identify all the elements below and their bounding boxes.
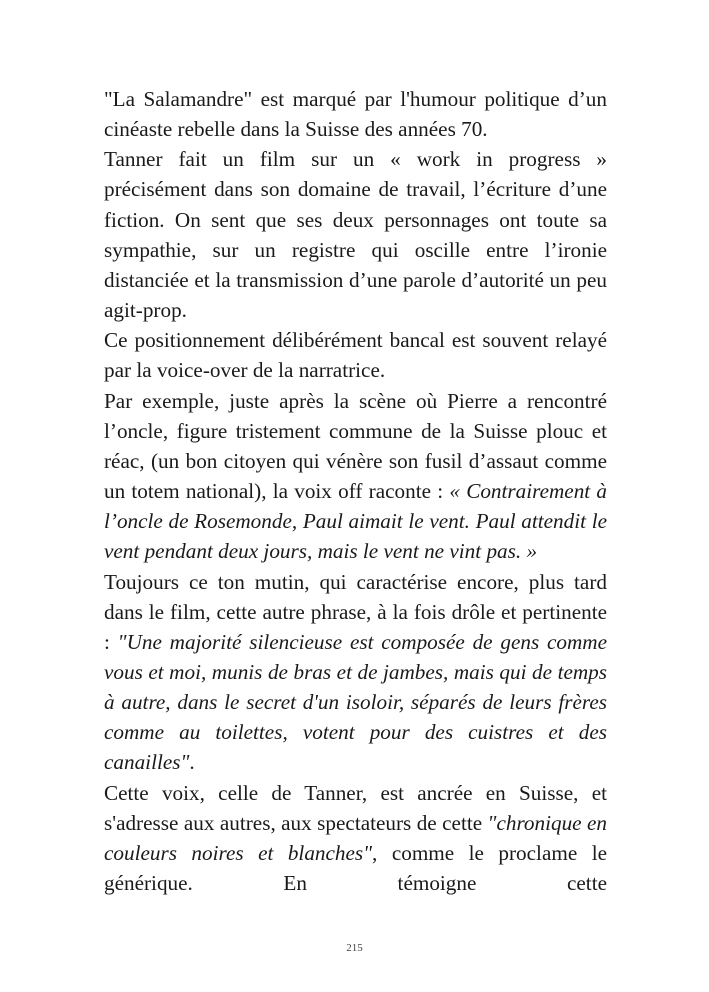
italic-quote: "chronique en couleurs noires et blanches", xyxy=(104,810,607,865)
paragraph: "La Salamandre" est marqué par l'humour politique d’un cinéaste rebelle dans la Suisse des années 70. xyxy=(104,87,607,142)
paragraph-text: . xyxy=(189,750,195,775)
paragraph-text: comme le proclame le générique. En témoigne cette xyxy=(104,840,607,896)
paragraph xyxy=(104,567,607,778)
page-number: 215 xyxy=(346,942,363,954)
paragraph-text: Par exemple, juste après la scène où Pierre a rencontré l’oncle, figure tristement commune de la Suisse plouc et réac, (un bon citoyen qui vénère son fusil d’assaut comme un totem national), la voix off raconte : xyxy=(104,388,607,504)
paragraph: Ce positionnement délibérément bancal est souvent relayé par la voice-over de la narratrice. xyxy=(104,328,607,383)
paragraph-text: Cette voix, celle de Tanner, est ancrée en Suisse, et s'adresse aux autres, aux spectateurs de cette xyxy=(104,780,607,835)
italic-quote: « Contrairement à l’oncle de Rosemonde, Paul aimait le vent. Paul attendit le vent pendant deux jours, mais le vent ne vint pas. » xyxy=(104,479,607,564)
document-body xyxy=(104,84,607,898)
paragraph-text: Toujours ce ton mutin, qui caractérise encore, plus tard dans le film, cette autre phrase, à la fois drôle et pertinente : xyxy=(104,569,607,654)
italic-quote: "Une majorité silencieuse est composée de gens comme vous et moi, munis de bras et de jambes, mais qui de temps à autre, dans le secret d'un isoloir, séparés de leurs frères comme au toilettes, votent pour des cuistres et des canailles" xyxy=(104,629,607,775)
paragraph xyxy=(104,778,607,899)
paragraph: Tanner fait un film sur un « work in progress » précisément dans son domaine de travail, l’écriture d’une fiction. On sent que ses deux personnages ont toute sa sympathie, sur un registre qui oscille entre l’ironie distanciée et la transmission d’une parole d’autorité un peu agit-prop. xyxy=(104,147,607,323)
paragraph xyxy=(104,386,607,567)
